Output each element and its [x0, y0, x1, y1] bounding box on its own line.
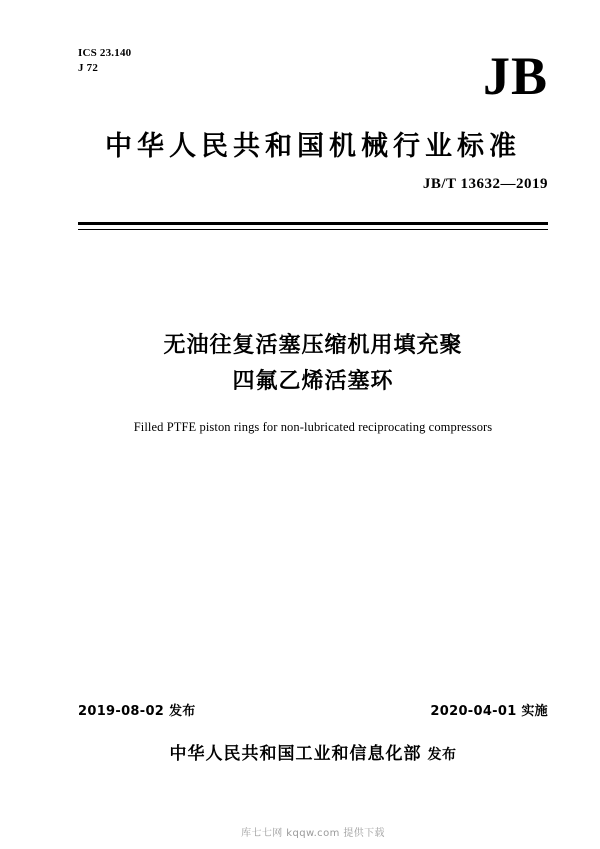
ics-code: ICS 23.140	[78, 47, 132, 59]
divider-thick	[78, 222, 548, 225]
title-chinese	[78, 328, 548, 400]
ics-block	[78, 46, 131, 76]
title-english: Filled PTFE piston rings for non-lubricated reciprocating compressors	[133, 420, 493, 434]
publisher-name: 中华人民共和国工业和信息化部	[169, 744, 422, 764]
issue-date: 2019-08-02 发布	[78, 704, 196, 719]
effective-date: 2020-04-01 实施	[430, 704, 548, 719]
cover-content	[78, 0, 548, 849]
classification-code: J 72	[78, 62, 99, 74]
title-chinese-line-1: 无油往复活塞压缩机用填充聚	[163, 333, 463, 358]
divider-thin	[78, 229, 548, 230]
footer-dates	[78, 700, 548, 720]
title-chinese-line-2: 四氟乙烯活塞环	[232, 369, 394, 394]
standard-organization: 中华人民共和国机械行业标准	[105, 131, 521, 162]
header-row	[78, 46, 548, 126]
publisher	[78, 739, 548, 764]
download-watermark: 库七七网 kqqw.com 提供下载	[241, 828, 385, 839]
publisher-suffix: 发布	[427, 747, 457, 763]
jb-logo: JB	[482, 46, 548, 106]
standard-number: JB/T 13632—2019	[422, 176, 548, 192]
